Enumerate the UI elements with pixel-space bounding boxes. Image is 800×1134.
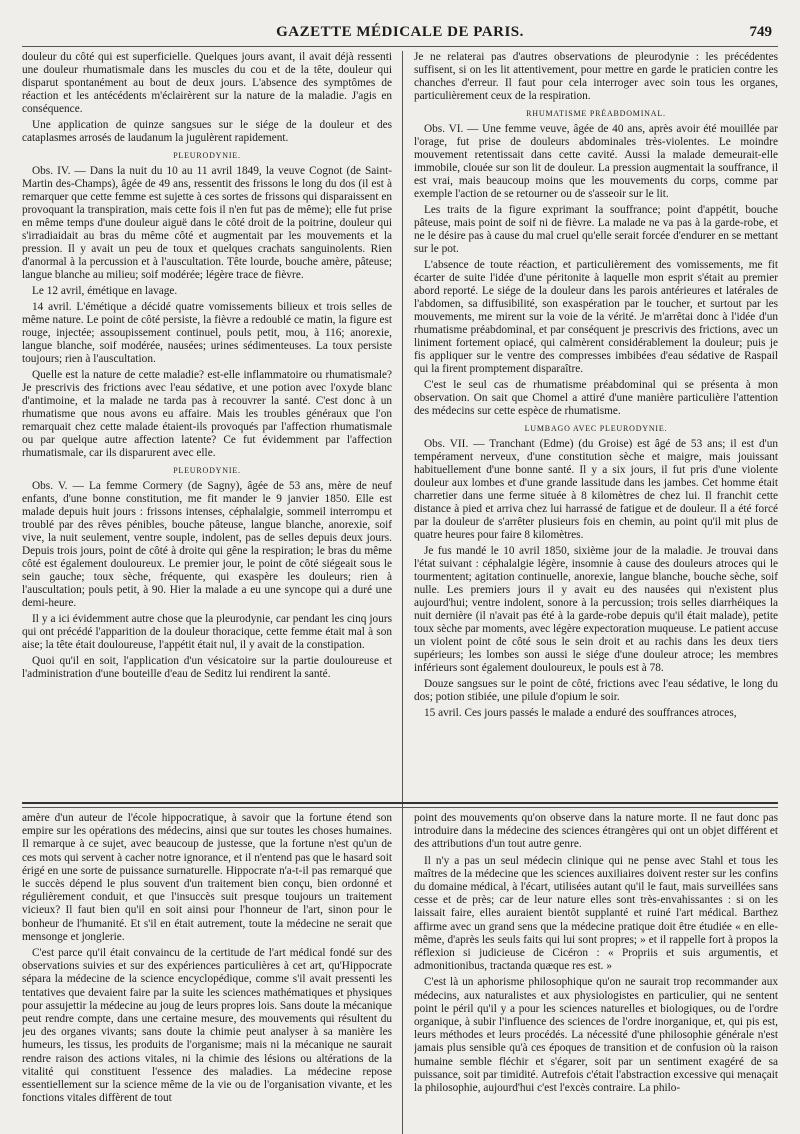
paragraph: douleur du côté qui est superficielle. Quelques jours avant, il avait déjà ressenti une douleur rhumatismale dans les muscles du cou et de la tête, douleur qui disparut spontanément au bout de deux jours. L'absence des symptômes de réaction et les antécédents m'éclairèrent sur la nature de la maladie. J'agis en conséquence. [22, 51, 392, 115]
paragraph: C'est le seul cas de rhumatisme préabdominal qui se présenta à mon observation. On sait que Chomel a attiré d'une manière particulière l'attention des médecins sur cette espèce de rhumatisme. [414, 379, 778, 417]
paragraph: amère d'un auteur de l'école hippocratique, à savoir que la fortune étend son empire sur les opérations des médecins, ainsi que sur toutes les choses humaines. Il remarque à ce sujet, avec beaucoup de justesse, que la fortune n'est qu'un de ces mots qui servent à cacher notre ignorance, et il n'entend pas que le hasard soit érigé en une sorte de puissance surnaturelle. Hippocrate n'a-t-il pas remarqué que le succès dépend le plus souvent d'un traitement bien conçu, bien ordonné et régulièrement conduit, et que l'insuccès suit presque toujours un traitement vicieux? Il faut bien qu'il en soit ainsi pour l'honneur de l'art, sinon pour le bonheur de l'humanité. Et s'il en était autrement, toute la médecine ne serait que mensonge et jonglerie. [22, 812, 392, 943]
paragraph: 15 avril. Ces jours passés le malade a enduré des souffrances atroces, [424, 707, 737, 719]
page-header [22, 24, 778, 47]
paragraph: Il y a ici évidemment autre chose que la pleurodynie, car pendant les cinq jours qui ont précédé l'apparition de la douleur thoracique, cette femme était mal à son aise; la tête était douloureuse, l'appétit était nul, il y avait de la constipation. [22, 613, 392, 651]
section-heading: LUMBAGO AVEC PLEURODYNIE. [524, 424, 668, 433]
lower-section [22, 812, 778, 1134]
paragraph: point des mouvements qu'on observe dans la nature morte. Il ne faut donc pas introduire dans la médecine des sciences étrangères qui ont un objet différent et des attributions d'un tout autre genre. [414, 812, 778, 851]
paragraph: Je fus mandé le 10 avril 1850, sixième jour de la maladie. Je trouvai dans l'état suivant : céphalalgie légère, insomnie à cause des douleurs atroces qui le tourmentent; agitation continuelle, anorexie, langue blanche, bouche sèche, soif nulle. Les premiers jours il y avait eu des nausées qui n'existent plus aujourd'hui; ventre indolent, sonore à la percussion; trois selles diarrhéiques la nuit dernière (il n'avait pas été à la garde-robe depuis qu'il était malade), petite toux sèche par moments, avec légère expectoration muqueuse. Le patient accuse un violent point de côté sous le sein droit et au rachis dans les deux tiers supérieurs; les lombes son aussi le siége d'une douleur atroce; les membres inférieurs sont également douloureux, le pouls est à 78. [414, 545, 778, 674]
paragraph: C'est parce qu'il était convaincu de la certitude de l'art médical fondé sur des observations suivies et sur des expériences particulières à cet art, qu'Hippocrate sépara la médecine de la science encyclopédique, comme s'il avait pressenti les tentatives que devaient faire par la suite les sciences mathématiques et physiques pour assujettir la médecine au joug de leurs propres lois. Sans doute la mécanique peut rendre compte, dans une certaine mesure, des mouvements qui résultent du jeu des organes vivants; sans doute la chimie peut analyser à sa manière les humeurs, les tissus, les produits de l'organisme; mais ni la mécanique ne saurait rendre raison des actions vitales, ni la chimie des lésions ou altérations de la vitalité qui constituent l'essence des maladies. La médecine repose essentiellement sur la science même de la vie ou de l'organisation vivante, et les fonctions vitales diffèrent de tout [22, 947, 392, 1105]
column-divider [402, 51, 403, 821]
paragraph: Obs. VII. — Tranchant (Edme) (du Groise) est âgé de 53 ans; il est d'un tempérament nerveux, d'une constitution sèche et maigre, mais jouissant habituellement d'une bonne santé. Il y a six jours, il fut pris d'une violente douleur aux lombes et d'une grande lassitude dans les jambes. Cet homme était charretier dans une ferme située à 8 kilomètres de chez lui. Il franchit cette distance à pied et arriva chez lui harrassé de fatigue et de douleur. Il a été forcé par la douleur de s'arrêter plusieurs fois en chemin, au point qu'il mit plus de quatre heures pour faire 8 kilomètres. [414, 438, 778, 541]
paragraph: Obs. IV. — Dans la nuit du 10 au 11 avril 1849, la veuve Cognot (de Saint-Martin des-Champs), âgée de 49 ans, ressentit des frissons le long du dos (il est à remarquer que cette femme est sujette à ces sortes de frissons qui disparaissent en provoquant la transpiration, mais cette fois il n'en fut pas de même); elle fut prise en même temps d'une douleur aiguë dans le côté droit de la poitrine, douleur qui s'irradiaidait au bras du même côté et augmentait par les mouvements et la pression. Il y avait un peu de toux et quelques crachats sanguinolents. Rien d'anormal à la percussion et à l'auscultation. Tête lourde, bouche amère, pâteuse; langue blanche au milieu; soif modérée; légère trace de fièvre. [22, 165, 392, 281]
upper-right-column [414, 51, 778, 821]
paragraph: Quelle est la nature de cette maladie? est-elle inflammatoire ou rhumatismale? Je prescrivis des frictions avec l'eau sédative, et une potion avec l'oxyde blanc d'antimoine, et la malade ne tarda pas à recouvrer la santé. C'est donc à un rhumatisme que nous avons eu affaire. Mais les troubles généraux que l'on remarquait chez cette malade étaient-ils provoqués par l'affection rhumatismale ou par quelque autre affection latente? Ce fut évidemment par l'affection rhumatismale, car ils disparurent avec elle. [22, 369, 392, 459]
paragraph: Obs. V. — La femme Cormery (de Sagny), âgée de 53 ans, mère de neuf enfants, d'une bonne constitution, me fit mander le 9 janvier 1850. Elle est malade depuis huit jours : frissons intenses, céphalalgie, sommeil interrompu et troublé par des rêves pénibles, bouche pâteuse, langue blanche, anorexie, soif vive, la nuit seulement, ventre souple, indolent, pas de selles depuis deux jours. Depuis trois jours, point de côté à droite qui gêne la respiration; le bras du même côté est également douloureux. Le premier jour, le point de côté siégeait sous le sein gauche; toux sèche, fréquente, qui exaspère les douleurs; rien à l'auscultation; pouls petit, à 90. Hier la malade a eu une syncope qui a duré une demi-heure. [22, 480, 392, 609]
paragraph: 14 avril. L'émétique a décidé quatre vomissements bilieux et trois selles de même nature. Le point de côté persiste, la fièvre a redoublé ce matin, la figure est rouge, injectée; assoupissement continuel, pouls petit, mou, à 116; anorexie, langue blanche, soif modérée, nausées; urines sédimenteuses. La toux persiste toujours; rien à l'auscultation. [22, 301, 392, 365]
column-divider [402, 812, 403, 1134]
paragraph: Il n'y a pas un seul médecin clinique qui ne pense avec Stahl et tous les maîtres de la médecine que les sciences auxiliaires doivent rester sur les confins du domaine médical, à l'écart, utilisées autant qu'il le faut, mais surveillées sans cesse et de près; car de leur nature elles sont très-envahissantes : si on les laissait faire, elles auraient bientôt supplanté et ruiné l'art médical. Barthez affirme avec un grand sens que la médecine pratique doit être étudiée « en elle-même, d'après les seuls faits qui lui sont propres; » et il rappelle fort à propos la réflexion si judicieuse de Cicéron : « Propriis et suis argumentis, et admonitionibus, tractanda quæque res est. » [414, 854, 778, 973]
page-number: 749 [749, 24, 772, 40]
paragraph: Le 12 avril, émétique en lavage. [32, 285, 178, 297]
section-heading: RHUMATISME PRÉABDOMINAL. [526, 109, 666, 118]
paragraph: Quoi qu'il en soit, l'application d'un vésicatoire sur la partie douloureuse et l'administration d'une bouteille d'eau de Seditz lui rendirent la santé. [22, 655, 392, 680]
section-heading: PLEURODYNIE. [173, 151, 241, 160]
lower-right-column [414, 812, 778, 1134]
paragraph: Une application de quinze sangsues sur le siége de la douleur et des cataplasmes arrosés de laudanum la jugulèrent rapidement. [22, 119, 392, 144]
paragraph: L'absence de toute réaction, et particulièrement des vomissements, me fit écarter de suite l'idée d'une péritonite à laquelle mon esprit s'était au premier abord reporté. Le siége de la douleur dans les parois antérieures et latérales de l'abdomen, sa diffusibilité, son exaspération par le toucher, et surtout par les mouvements, me mirent sur la voie de la vérité. Je m'arrêtai donc à l'idée d'un rhumatisme préabdominal, et par conséquent je prescrivis des frictions, avec un liniment fortement opiacé, qui calmèrent considérablement la douleur; puis je fis appliquer sur le ventre des compresses imbibées d'eau sédative de Raspail qui la firent promptement disparaître. [414, 259, 778, 375]
paragraph: Je ne relaterai pas d'autres observations de pleurodynie : les précédentes suffisent, si on les lit attentivement, pour mettre en garde le praticien contre les chanches d'erreur. Il faut pour cela interroger avec soin tous les organes, particulièrement ceux de la respiration. [414, 51, 778, 102]
paragraph: Douze sangsues sur le point de côté, frictions avec l'eau sédative, le long du dos; potion stibiée, une pilule d'opium le soir. [414, 678, 778, 703]
lower-left-column [22, 812, 392, 1134]
paragraph: Les traits de la figure exprimant la souffrance; point d'appétit, bouche pâteuse, mais point de soif ni de fièvre. La malade ne va pas à la garde-robe, et ne le désire pas à cause du mal cruel qu'elle serait forcée d'endurer en se mettant sur le pot. [414, 204, 778, 255]
journal-title: GAZETTE MÉDICALE DE PARIS. [276, 24, 524, 40]
upper-section [22, 51, 778, 821]
paragraph: Obs. VI. — Une femme veuve, âgée de 40 ans, après avoir été mouillée par l'orage, fut prise de douleurs abdominales très-violentes. Le moindre mouvement retentissait dans cette cavité. Aussi la malade demeurait-elle immobile, clouée sur son lit de douleur. La pression augmentait la souffrance, il est vrai, mais beaucoup moins que les mouvements du corps, comme par exemple l'action de se retourner ou de s'asseoir sur le lit. [414, 123, 778, 200]
upper-left-column [22, 51, 392, 821]
paragraph: C'est là un aphorisme philosophique qu'on ne saurait trop recommander aux médecins, aux naturalistes et aux physiologistes en particulier, qui ne sentent point le péril qu'il y a pour les sciences naturelles et biologiques, ou de l'ordre organique, à subir l'influence des sciences de l'ordre inorganique, et, qui pis est, leurs méthodes et leurs procédés. La nécessité d'une philosophie générale n'est jamais plus sensible qu'à ces époques de transition et de confusion où la raison humaine semble fléchir et s'égarer, soit par un sentiment exagéré de sa puissance, soit par timidité. Autrefois c'était l'abstraction excessive qui menaçait la philosophie, aujourd'hui c'est l'excès contraire. La philo- [414, 976, 778, 1095]
feuilleton-divider [22, 802, 778, 804]
section-heading: PLEURODYNIE. [173, 466, 241, 475]
feuilleton-divider-thin [22, 807, 778, 808]
